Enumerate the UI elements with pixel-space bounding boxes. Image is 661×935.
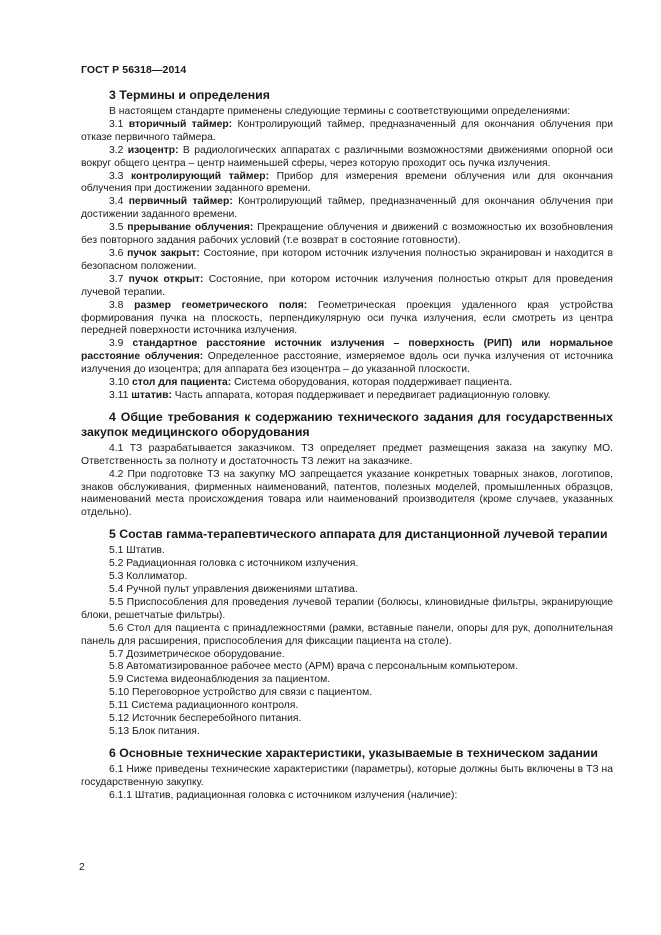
term-definition — [81, 145, 613, 171]
term-name: пучок открыт: — [128, 273, 204, 285]
term-name: стол для пациента: — [132, 377, 232, 389]
term-number: 3.5 — [109, 222, 124, 234]
term-definition — [81, 300, 613, 339]
term-name: изоцентр: — [127, 144, 179, 156]
composition-item: 5.1 Штатив. — [109, 545, 165, 557]
term-number: 3.7 — [109, 273, 124, 285]
section-3-intro: В настоящем стандарте применены следующие термины с соответствующими определениями: — [109, 106, 571, 117]
term-number: 3.6 — [109, 247, 124, 259]
composition-item: 5.8 Автоматизированное рабочее место (АРМ) врача с персональным компьютером. — [109, 661, 518, 673]
term-text: Прекращение облучения и движений с возможностью их возобновления без повторного задания рабочих условий (т.е возврат в состояние готовности). — [81, 222, 613, 247]
composition-item: 5.2 Радиационная головка с источником излучения. — [109, 558, 359, 570]
term-name: прерывание облучения: — [127, 222, 254, 234]
page-number: 2 — [79, 861, 85, 873]
term-text: Прибор для измерения времени облучения или для окончания облучения при достижении заданного времени. — [81, 170, 614, 195]
section-5-title: 5 Состав гамма-терапевтического аппарата для дистанционной лучевой терапии — [109, 527, 608, 542]
term-text: Система оборудования, которая поддерживает пациента. — [234, 377, 513, 389]
term-number: 3.10 — [109, 377, 130, 389]
composition-item: 5.5 Приспособления для проведения лучевой терапии (болюсы, клиновидные фильтры, экранирующие блоки, решетчатые фильтры). — [81, 596, 613, 621]
term-number: 3.4 — [109, 196, 124, 208]
term-name: первичный таймер: — [128, 196, 233, 208]
term-number: 3.3 — [109, 170, 124, 182]
page-content — [81, 88, 613, 803]
term-text: Геометрическая проекция удаленного края устройства формирования пучка на плоскость, перпендикулярную оси пучка излучения, если смотреть из центра передней поверхности источника излучения. — [81, 299, 614, 337]
composition-item: 5.7 Дозиметрическое оборудование. — [109, 648, 285, 660]
section-4-para: 4.2 При подготовке ТЗ на закупку МО запрещается указание конкретных товарных знаков, логотипов, знаков обслуживания, фирменных наименований, патентов, полезных моделей, промышленных образцов, наименований места происхождения товара или наименований производителя (кроме случаев, указанных отдельно). — [81, 468, 613, 519]
term-definition — [81, 274, 613, 300]
term-text: В радиологических аппаратах с различными возможностями движениями опорной оси вокруг общего центра – центр наименьшей сферы, через которую проходит ось пучка излучения. — [81, 144, 614, 169]
term-definition — [81, 171, 613, 197]
section-4-title: 4 Общие требования к содержанию технического задания для государственных закупок медицинского оборудования — [81, 409, 613, 439]
section-4-para: 4.1 ТЗ разрабатывается заказчиком. ТЗ определяет предмет размещения заказа на закупку МО. Ответственность за полноту и достаточность ТЗ лежит на заказчике. — [81, 442, 613, 467]
term-definition — [81, 196, 613, 222]
term-name: вторичный таймер: — [128, 118, 233, 130]
composition-item: 5.9 Система видеонаблюдения за пациентом. — [109, 674, 331, 686]
term-name: контролирующий таймер: — [130, 170, 270, 182]
term-number: 3.8 — [109, 299, 124, 311]
term-definition — [81, 390, 613, 403]
document-header: ГОСТ Р 56318—2014 — [81, 64, 187, 76]
term-definition — [81, 377, 613, 390]
term-number: 3.2 — [109, 144, 124, 156]
term-number: 3.1 — [109, 118, 124, 130]
section-6-para: 6.1.1 Штатив, радиационная головка с источником излучения (наличие): — [109, 789, 458, 801]
section-5-list — [81, 545, 613, 739]
term-definition — [81, 338, 613, 377]
composition-item: 5.12 Источник бесперебойного питания. — [109, 713, 302, 725]
terms-list — [81, 119, 613, 403]
composition-item: 5.6 Стол для пациента с принадлежностями (рамки, вставные панели, опоры для рук, дополнительная панель для расширения, приспособления для фиксации пациента на столе). — [81, 622, 613, 647]
section-6-title: 6 Основные технические характеристики, указываемые в техническом задании — [109, 745, 598, 760]
term-text: Определенное расстояние, измеряемое вдоль оси пучка излучения от источника излучения до изоцентра; для аппарата без изоцентра – до указанной плоскости. — [81, 351, 613, 376]
term-name: штатив: — [131, 389, 172, 401]
term-definition — [81, 119, 613, 145]
section-6-para: 6.1 Ниже приведены технические характеристики (параметры), которые должны быть включены в ТЗ на государственную закупку. — [81, 763, 613, 788]
term-name: стандартное расстояние источник излучения – поверхность (РИП) или нормальное расстояние облучения: — [81, 338, 613, 363]
term-definition — [81, 248, 613, 274]
term-name: размер геометрического поля: — [134, 299, 308, 311]
composition-item: 5.3 Коллиматор. — [109, 571, 188, 583]
term-number: 3.9 — [109, 338, 124, 350]
term-name: пучок закрыт: — [127, 247, 200, 259]
composition-item: 5.11 Система радиационного контроля. — [109, 700, 299, 712]
term-text: Контролирующий таймер, предназначенный для окончания облучения при достижении заданного времени. — [81, 196, 614, 221]
term-text: Состояние, при котором источник излучения полностью экранирован и находится в безопасном положении. — [81, 247, 613, 272]
composition-item: 5.13 Блок питания. — [109, 725, 200, 737]
composition-item: 5.10 Переговорное устройство для связи с пациентом. — [109, 687, 373, 699]
term-text: Состояние, при котором источник излучения полностью открыт для проведения лучевой терапии. — [81, 273, 614, 298]
term-text: Контролирующий таймер, предназначенный для окончания облучения при отказе первичного таймера. — [81, 118, 613, 143]
composition-item: 5.4 Ручной пульт управления движениями штатива. — [109, 584, 358, 595]
term-definition — [81, 222, 613, 248]
term-number: 3.11 — [109, 389, 129, 401]
term-text: Часть аппарата, которая поддерживает и передвигает радиационную головку. — [174, 389, 551, 401]
section-3-title: 3 Термины и определения — [109, 88, 270, 102]
